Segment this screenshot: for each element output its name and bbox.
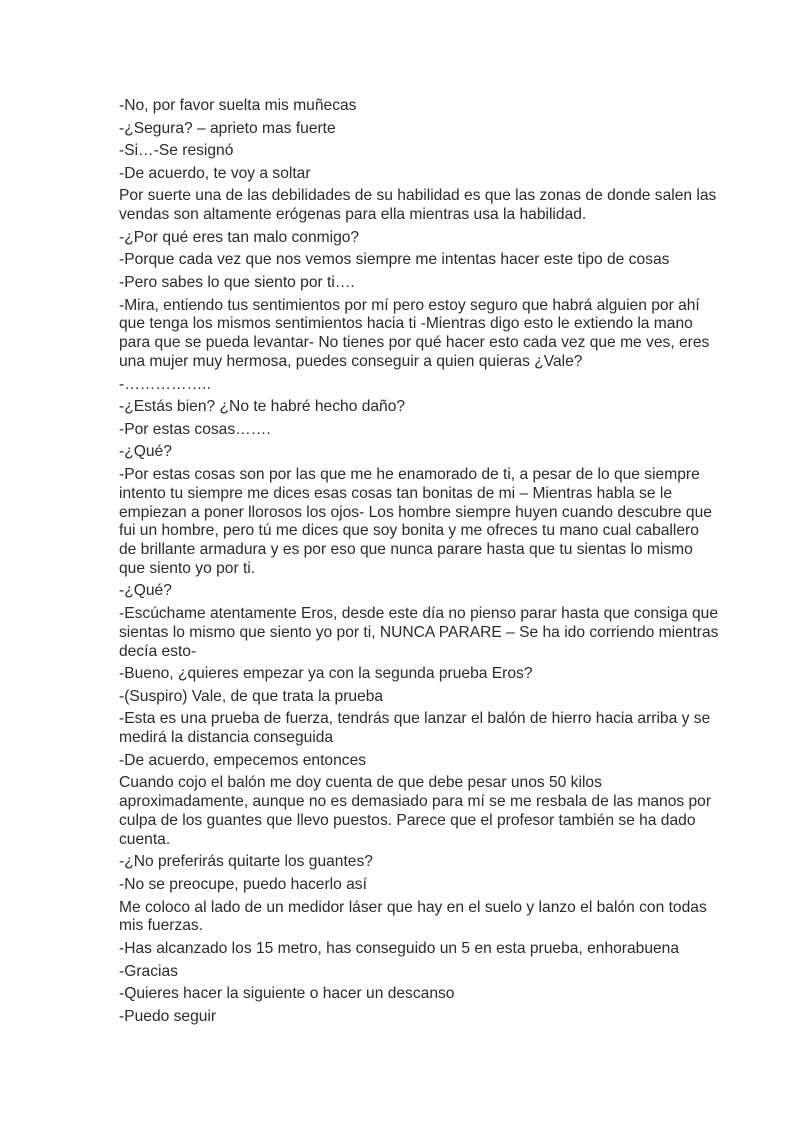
- paragraph: -De acuerdo, te voy a soltar: [119, 164, 311, 182]
- paragraph: -Por estas cosas…….: [119, 420, 271, 438]
- paragraph: -¿Por qué eres tan malo conmigo?: [119, 228, 360, 246]
- paragraph: -De acuerdo, empecemos entonces: [119, 751, 367, 769]
- paragraph: -¿Estás bien? ¿No te habré hecho daño?: [119, 398, 406, 416]
- paragraph: -Puedo seguir: [119, 1007, 217, 1025]
- paragraph: -¿Qué?: [119, 443, 172, 461]
- paragraph: Por suerte una de las debilidades de su habilidad es que las zonas de donde salen las vendas son altamente erógenas para ella mientras usa la habilidad.: [119, 187, 717, 224]
- paragraph: Cuando cojo el balón me doy cuenta de que debe pesar unos 50 kilos aproximadamente, aunque no es demasiado para mí se me resbala de las manos por culpa de los guantes que llevo puestos. Parece que el profesor también se ha dado cuenta.: [119, 774, 712, 848]
- document-page: [119, 97, 719, 1030]
- paragraph: -Esta es una prueba de fuerza, tendrás que lanzar el balón de hierro hacia arriba y se medirá la distancia conseguida: [119, 710, 711, 747]
- paragraph: -Gracias: [119, 962, 178, 980]
- paragraph: -No, por favor suelta mis muñecas: [119, 97, 357, 114]
- paragraph: -Porque cada vez que nos vemos siempre me intentas hacer este tipo de cosas: [119, 251, 670, 269]
- paragraph: -Si…-Se resignó: [119, 142, 234, 160]
- paragraph: -¿Qué?: [119, 582, 172, 600]
- paragraph: -Has alcanzado los 15 metro, has conseguido un 5 en esta prueba, enhorabuena: [119, 940, 680, 957]
- paragraph: -Pero sabes lo que siento por ti….: [119, 273, 355, 291]
- paragraph: -¿Segura? – aprieto mas fuerte: [119, 119, 336, 137]
- paragraph: -Mira, entiendo tus sentimientos por mí pero estoy seguro que habrá alguien por ahí que tenga los mismos sentimientos hacia ti -Mientras digo esto le extiendo la mano para que se pueda levantar- No tienes por qué hacer esto cada vez que me ves, eres una mujer muy hermosa, puedes conseguir a quien quieras ¿Vale?: [119, 296, 710, 370]
- paragraph: -Por estas cosas son por las que me he enamorado de ti, a pesar de lo que siempre intento tu siempre me dices esas cosas tan bonitas de mi – Mientras habla se le empiezan a poner llorosos los ojos- Los hombre siempre huyen cuando descubre que fui un hombre, pero tú me dices que soy bonita y me ofreces tu mano cual caballero de brillante armadura y es por eso que nunca parare hasta que tu sientas lo mismo que siento yo por ti.: [119, 465, 712, 577]
- paragraph: -(Suspiro) Vale, de que trata la prueba: [119, 687, 384, 705]
- paragraph: -Escúchame atentamente Eros, desde este día no pienso parar hasta que consiga que sientas lo mismo que siento yo por ti, NUNCA PARARE – Se ha ido corriendo mientras decía esto-: [119, 605, 719, 660]
- paragraph: -Quieres hacer la siguiente o hacer un descanso: [119, 985, 455, 1003]
- paragraph: Me coloco al lado de un medidor láser que hay en el suelo y lanzo el balón con todas mis fuerzas.: [119, 898, 707, 935]
- paragraph: -Bueno, ¿quieres empezar ya con la segunda prueba Eros?: [119, 665, 533, 683]
- paragraph: -……………..: [119, 375, 211, 393]
- paragraph: -¿No preferirás quitarte los guantes?: [119, 853, 373, 871]
- paragraph: -No se preocupe, puedo hacerlo así: [119, 876, 367, 894]
